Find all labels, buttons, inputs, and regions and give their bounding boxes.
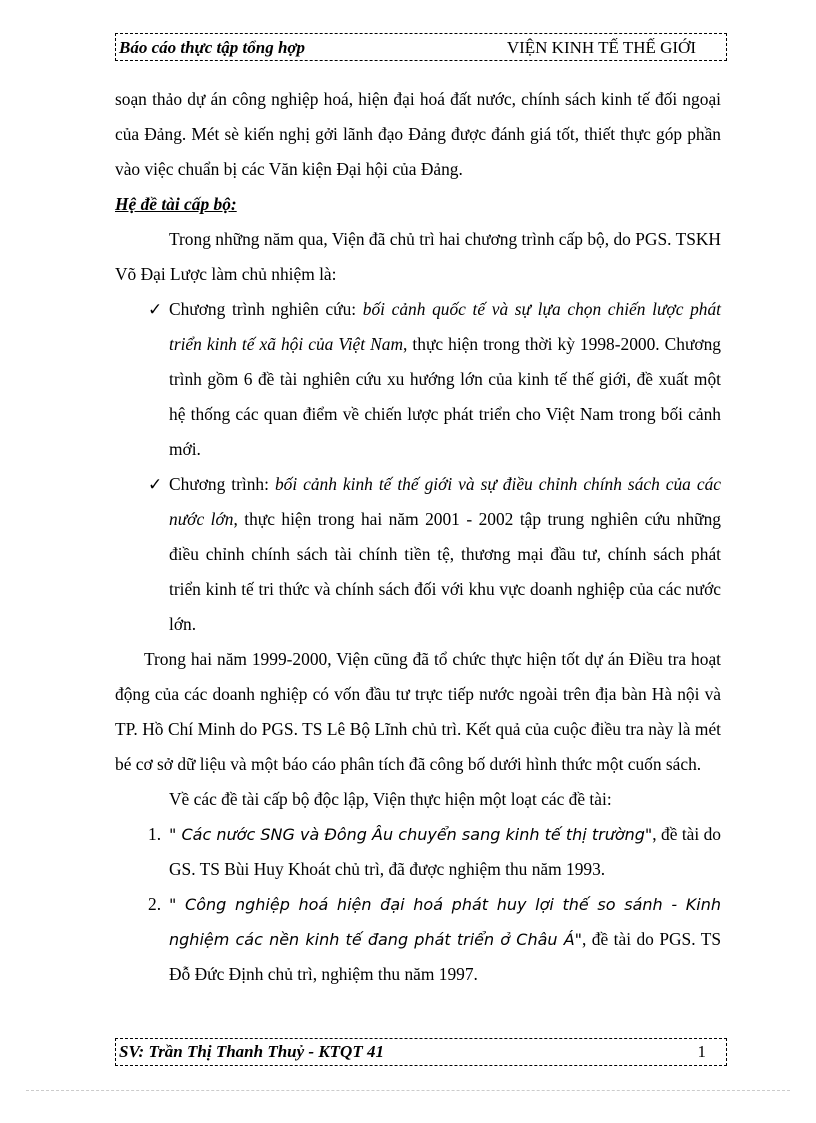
- list-item: ✓ Chương trình nghiên cứu: bối cảnh quốc tế và sự lựa chọn chiến lược phát triển kinh tế xã hội của Việt Nam, thực hiện trong thời kỳ 1998-2000. Chương trình gồm 6 đề tài nghiên cứu xu hướng lớn của kinh tế thế giới, đề xuất một hệ thống các quan điểm về chiến lược phát triển cho Việt Nam trong bối cảnh mới.: [115, 292, 721, 467]
- list-item: ✓ Chương trình: bối cảnh kinh tế thế giới và sự điều chỉnh chính sách của các nước lớn, thực hiện trong hai năm 2001 - 2002 tập trung nghiên cứu những điều chỉnh chính sách tài chính tiền tệ, thương mại đầu tư, chính sách phát triển kinh tế tri thức và chính sách đối với khu vực doanh nghiệp của các nước lớn.: [115, 467, 721, 642]
- paragraph-2: Trong những năm qua, Viện đã chủ trì hai chương trình cấp bộ, do PGS. TSKH Võ Đại Lược làm chủ nhiệm là:: [115, 229, 721, 284]
- paragraph-3: Trong hai năm 1999-2000, Viện cũng đã tổ chức thực hiện tốt dự án Điều tra hoạt động của các doanh nghiệp có vốn đầu tư trực tiếp nước ngoài trên địa bàn Hà nội và TP. Hồ Chí Minh do PGS. TS Lê Bộ Lĩnh chủ trì. Kết quả của cuộc điều tra này là mét bé cơ sở dữ liệu và một báo cáo phân tích đã công bố dưới hình thức một cuốn sách.: [115, 649, 721, 774]
- list-item: 1. " Các nước SNG và Đông Âu chuyển sang kinh tế thị trường", đề tài do GS. TS Bùi Huy Khoát chủ trì, đã được nghiệm thu năm 1993.: [148, 824, 722, 879]
- section-heading: Hệ đề tài cấp bộ:: [115, 194, 237, 214]
- check-list: [115, 292, 721, 642]
- page-number: 1: [697, 1042, 706, 1061]
- page-body: [115, 82, 721, 992]
- header-institute: VIỆN KINH TẾ THẾ GIỚI: [506, 38, 696, 57]
- checkmark-icon: ✓: [148, 300, 163, 319]
- section-heading-text: Hệ đề tài cấp bộ: [115, 194, 231, 214]
- numbered-list: [115, 817, 721, 992]
- checkmark-icon: ✓: [148, 475, 163, 494]
- header-title: Báo cáo thực tập tổng hợp: [119, 38, 306, 57]
- paragraph-1: soạn thảo dự án công nghiệp hoá, hiện đại hoá đất nước, chính sách kinh tế đối ngoại của Đảng. Mét sè kiến nghị gởi lãnh đạo Đảng được đánh giá tốt, thiết thực góp phần vào việc chuẩn bị các Văn kiện Đại hội của Đảng.: [115, 89, 721, 179]
- list-item: 2. " Công nghiệp hoá hiện đại hoá phát huy lợi thế so sánh - Kinh nghiệm các nền kinh tế đang phát triển ở Châu Á", đề tài do PGS. TS Đỗ Đức Định chủ trì, nghiệm thu năm 1997.: [148, 894, 721, 984]
- page-bottom-divider: [26, 1090, 790, 1091]
- paragraph-4: Về các đề tài cấp bộ độc lập, Viện thực hiện một loạt các đề tài:: [169, 789, 612, 809]
- footer-author: SV: Trần Thị Thanh Thuỷ - KTQT 41: [119, 1042, 384, 1061]
